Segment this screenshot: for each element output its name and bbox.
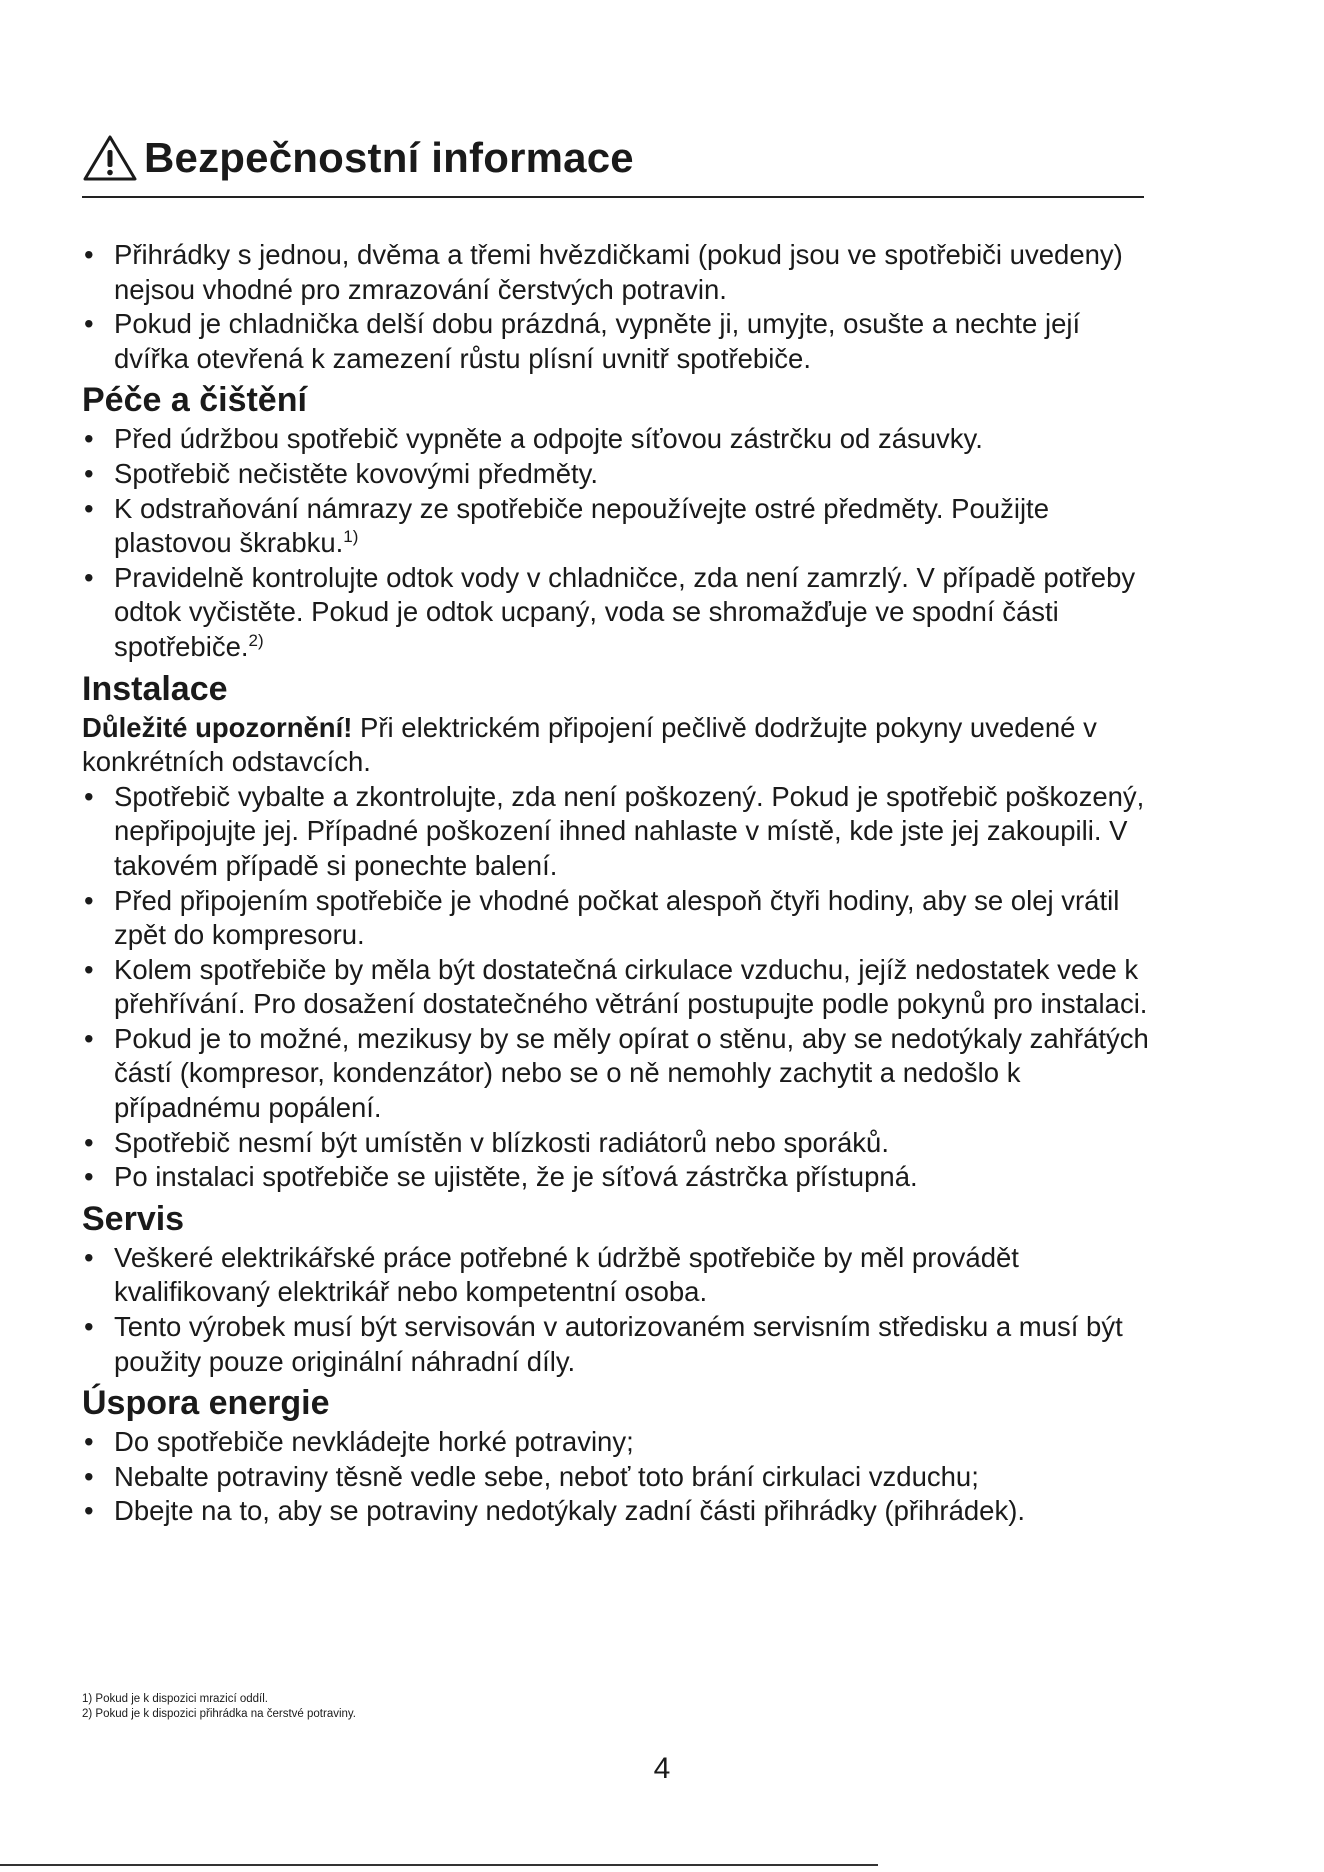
footnote: 1) Pokud je k dispozici mrazicí oddíl.	[82, 1693, 268, 1705]
section-heading-care: Péče a čištění	[82, 381, 307, 420]
list-item	[82, 492, 1152, 561]
list-item	[82, 561, 1152, 665]
section-heading-energy: Úspora energie	[82, 1384, 330, 1423]
list-item: • Spotřebič vybalte a zkontrolujte, zda není poškozený. Pokud je spotřebič poškozený, nepřipojujte jej. Případné poškození ihned nahlaste v místě, kde jste jej zakoupili. V takovém případě si ponechte balení.	[82, 780, 1152, 884]
document-page	[82, 130, 1152, 1529]
footnote-ref: 2)	[248, 630, 264, 650]
list-item: • Před údržbou spotřebič vypněte a odpojte síťovou zástrčku od zásuvky.	[82, 422, 1152, 457]
care-list	[82, 422, 1152, 664]
list-item: • Před připojením spotřebiče je vhodné počkat alespoň čtyři hodiny, aby se olej vrátil zpět do kompresoru.	[82, 884, 1152, 953]
list-item: • Veškeré elektrikářské práce potřebné k údržbě spotřebiče by měl provádět kvalifikovaný elektrikář nebo kompetentní osoba.	[82, 1241, 1152, 1310]
bottom-divider	[0, 1864, 878, 1866]
install-list	[82, 780, 1152, 1195]
warning-triangle-icon	[82, 134, 138, 182]
title-divider	[82, 196, 1144, 198]
page-number: 4	[653, 1752, 671, 1785]
list-item: • Kolem spotřebiče by měla být dostatečná cirkulace vzduchu, jejíž nedostatek vede k přehřívání. Pro dosažení dostatečného větrání postupujte podle pokynů pro instalaci.	[82, 953, 1152, 1022]
energy-list	[82, 1425, 1152, 1529]
install-notice	[82, 711, 1152, 780]
footnote-ref: 1)	[343, 527, 359, 546]
footnote: 2) Pokud je k dispozici přihrádka na čerstvé potraviny.	[82, 1708, 357, 1720]
service-list	[82, 1241, 1152, 1379]
list-item-text: Pravidelně kontrolujte odtok vody v chladničce, zda není zamrzlý. V případě potřeby odtok vyčistěte. Pokud je odtok ucpaný, voda se shromažďuje ve spodní části spotřebiče.	[114, 561, 1136, 662]
list-item: • Nebalte potraviny těsně vedle sebe, neboť toto brání cirkulaci vzduchu;	[82, 1460, 1152, 1495]
list-item-text: K odstraňování námrazy ze spotřebiče nepoužívejte ostré předměty. Použijte plastovou škrabku.	[114, 492, 1049, 559]
section-heading-service: Servis	[82, 1199, 185, 1238]
footnotes	[82, 1692, 356, 1722]
list-item: • Pokud je chladnička delší dobu prázdná, vypněte ji, umyjte, osušte a nechte její dvířka otevřená k zamezení růstu plísní uvnitř spotřebiče.	[82, 307, 1152, 376]
section-heading-install: Instalace	[82, 669, 228, 708]
notice-text: Při elektrickém připojení pečlivě dodržujte pokyny uvedené v konkrétních odstavcích.	[82, 711, 1097, 778]
list-item: • Tento výrobek musí být servisován v autorizovaném servisním středisku a musí být použity pouze originální náhradní díly.	[82, 1310, 1152, 1379]
notice-bold: Důležité upozornění!	[82, 711, 353, 743]
intro-list	[82, 238, 1152, 376]
list-item: • Spotřebič nesmí být umístěn v blízkosti radiátorů nebo sporáků.	[82, 1126, 1152, 1161]
list-item: • Spotřebič nečistěte kovovými předměty.	[82, 457, 1152, 492]
list-item: • Do spotřebiče nevkládejte horké potraviny;	[82, 1425, 1152, 1460]
list-item: • Dbejte na to, aby se potraviny nedotýkaly zadní části přihrádky (přihrádek).	[82, 1494, 1152, 1529]
title-row	[82, 130, 1152, 186]
list-item: • Po instalaci spotřebiče se ujistěte, že je síťová zástrčka přístupná.	[82, 1160, 1152, 1195]
list-item: • Pokud je to možné, mezikusy by se měly opírat o stěnu, aby se nedotýkaly zahřátých částí (kompresor, kondenzátor) nebo se o ně nemohly zachytit a nedošlo k případnému popálení.	[82, 1022, 1152, 1126]
page-title: Bezpečnostní informace	[144, 134, 634, 181]
list-item: • Přihrádky s jednou, dvěma a třemi hvězdičkami (pokud jsou ve spotřebiči uvedeny) nejsou vhodné pro zmrazování čerstvých potravin.	[82, 238, 1152, 307]
